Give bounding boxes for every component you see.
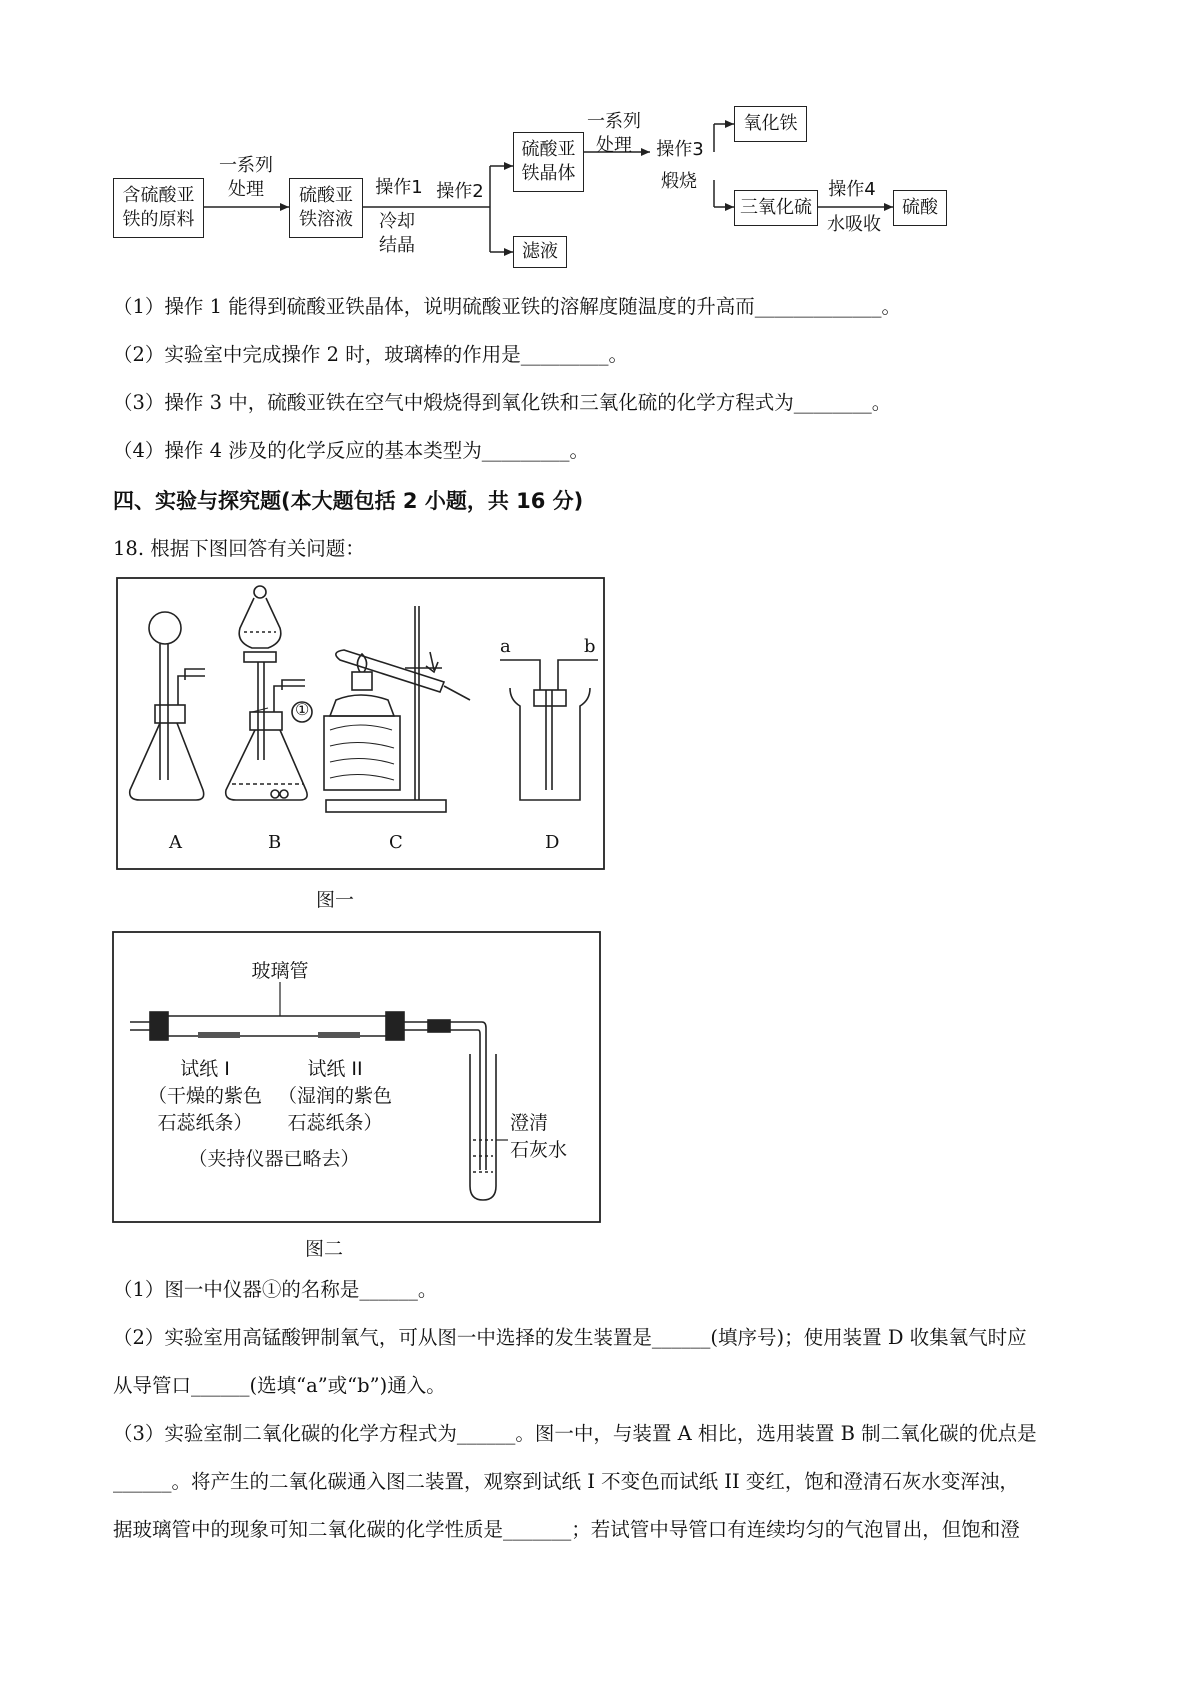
- flow-box-ferrous-sulfate-crystal: 硫酸亚 铁晶体: [513, 132, 584, 192]
- fig2-test-paper-2: 试纸 II （湿润的紫色 石蕊纸条）: [277, 1058, 392, 1134]
- fig1-label-c: C: [389, 832, 403, 853]
- fig2-limewater-label: 澄清 石灰水: [510, 1112, 568, 1161]
- flow-box-ferrous-sulfate-solution: 硫酸亚 铁溶液: [289, 178, 363, 238]
- flow-edge-label-1: 一系列 处理: [219, 155, 273, 200]
- q18-part3-line3: 据玻璃管中的现象可知二氧化碳的化学性质是_______；若试管中导管口有连续均匀的气泡冒出，但饱和澄: [113, 1518, 1020, 1541]
- flow-box-sulfuric-acid: 硫酸: [893, 190, 947, 226]
- q17-part4: （4）操作 4 涉及的化学反应的基本类型为_________。: [113, 439, 589, 462]
- flow-op1-label: 操作1: [375, 177, 423, 198]
- flow-box-raw-material: 含硫酸亚 铁的原料: [113, 178, 204, 238]
- flow-op3-label: 操作3: [656, 139, 704, 160]
- q18-part2-line1: （2）实验室用高锰酸钾制氧气，可从图一中选择的发生装置是______(填序号)；使用装置 D 收集氧气时应: [113, 1326, 1027, 1349]
- fig1-label-b: B: [268, 832, 282, 853]
- fig1-label-a: A: [169, 832, 182, 853]
- section-title: 四、实验与探究题(本大题包括 2 小题，共 16 分): [113, 489, 584, 513]
- fig1-port-b: b: [584, 636, 596, 657]
- q17-part2: （2）实验室中完成操作 2 时，玻璃棒的作用是_________。: [113, 343, 628, 366]
- fig1-label-d: D: [545, 832, 560, 853]
- flow-edge-label-2: 一系列 处理: [587, 111, 641, 156]
- q18-part2-line2: 从导管口______(选填“a”或“b”)通入。: [113, 1374, 446, 1397]
- flow-op4-label: 操作4: [828, 179, 876, 200]
- q18-part3-line2: ______。将产生的二氧化碳通入图二装置，观察到试纸 I 不变色而试纸 II 变红，饱和澄清石灰水变浑浊，: [113, 1470, 1019, 1493]
- q18-part3-line1: （3）实验室制二氧化碳的化学方程式为______。图一中，与装置 A 相比，选用装置 B 制二氧化碳的优点是: [113, 1422, 1037, 1445]
- fig2-glass-tube-label: 玻璃管: [251, 960, 309, 982]
- flow-op4-sub-label: 水吸收: [827, 214, 881, 235]
- q17-part3: （3）操作 3 中，硫酸亚铁在空气中煅烧得到氧化铁和三氧化硫的化学方程式为________。: [113, 391, 892, 414]
- flow-box-sulfur-trioxide: 三氧化硫: [734, 190, 818, 226]
- q18-part1: （1）图一中仪器①的名称是______。: [113, 1278, 438, 1301]
- fig2-test-paper-1: 试纸 I （干燥的紫色 石蕊纸条）: [147, 1058, 262, 1134]
- flow-box-iron-oxide: 氧化铁: [734, 106, 807, 142]
- q18-stem: 18. 根据下图回答有关问题：: [113, 537, 365, 560]
- flow-op3-sub-label: 煅烧: [661, 171, 697, 192]
- fig2-note: （夹持仪器已略去）: [188, 1148, 360, 1170]
- fig1-port-a: a: [500, 636, 511, 657]
- fig1-marker-1: ①: [295, 700, 310, 719]
- q17-part1: （1）操作 1 能得到硫酸亚铁晶体，说明硫酸亚铁的溶解度随温度的升高而_____________。: [113, 295, 901, 318]
- flow-op2-label: 操作2: [436, 181, 484, 202]
- figure-1-caption: 图一: [316, 889, 355, 911]
- flow-box-filtrate: 滤液: [513, 236, 567, 268]
- flow-op1-sub-label: 冷却 结晶: [379, 211, 415, 256]
- figure-2-caption: 图二: [305, 1238, 344, 1260]
